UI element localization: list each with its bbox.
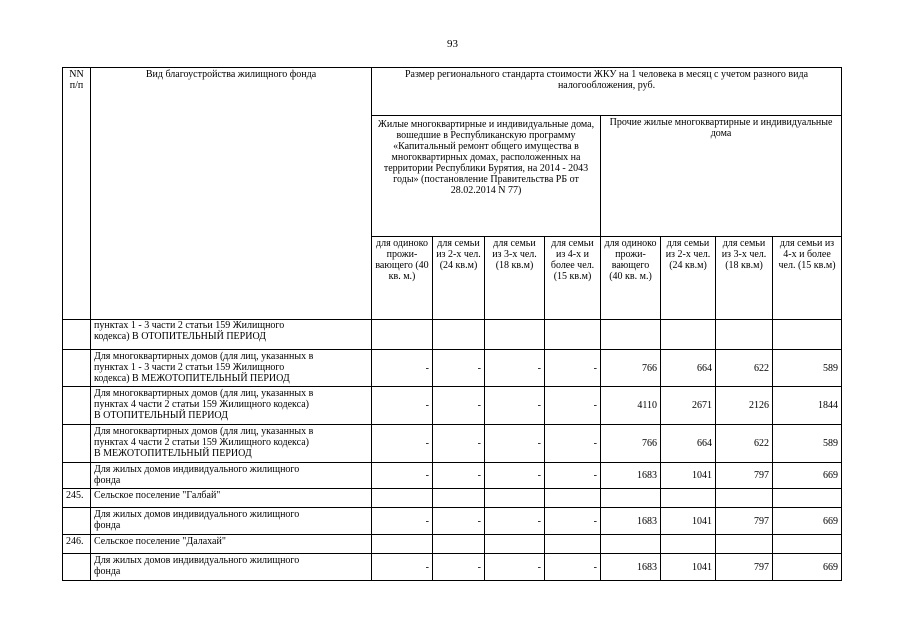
header-other-sub-2: для семьи из 2-х чел. (24 кв.м) [661, 237, 716, 320]
row-value [485, 489, 545, 508]
row-value: - [545, 425, 601, 463]
header-other-sub-3: для семьи из 3-х чел. (18 кв.м) [716, 237, 773, 320]
header-program-group: Жилые многоквартирные и индивидуальные дома, вошедшие в Республиканскую программу «Капитальный ремонт общего имущества в многоквартирных домах, расположенных на территории Республики Бурятия, на 2014 - 2043 годы» (постановление Правительства РБ от 28.02.2014 N 77) [372, 116, 601, 237]
row-value [773, 320, 842, 350]
row-value: - [433, 554, 485, 581]
row-value: 766 [601, 425, 661, 463]
header-program-sub-2: для семьи из 2-х чел. (24 кв.м) [433, 237, 485, 320]
row-value: 669 [773, 508, 842, 535]
row-value: 797 [716, 554, 773, 581]
header-type: Вид благоустройства жилищного фонда [91, 68, 372, 320]
row-description-line: фонда [94, 475, 121, 486]
row-value: 766 [601, 350, 661, 387]
row-description-line: фонда [94, 520, 121, 531]
row-value: - [545, 554, 601, 581]
row-value: - [433, 463, 485, 489]
row-description-line: В ОТОПИТЕЛЬНЫЙ ПЕРИОД [94, 410, 228, 421]
row-value: 589 [773, 350, 842, 387]
row-description [91, 350, 372, 387]
row-description [91, 554, 372, 581]
row-description-line: кодекса) В МЕЖОТОПИТЕЛЬНЫЙ ПЕРИОД [94, 373, 290, 384]
row-value: - [485, 463, 545, 489]
row-value: - [433, 387, 485, 425]
row-description-line: Для жилых домов индивидуального жилищного [94, 509, 300, 520]
row-value: - [545, 387, 601, 425]
row-description-line: фонда [94, 566, 121, 577]
row-value [485, 320, 545, 350]
row-value: 664 [661, 425, 716, 463]
row-value [372, 535, 433, 554]
table-body [63, 320, 842, 581]
row-value: 622 [716, 425, 773, 463]
row-value: 1683 [601, 463, 661, 489]
row-description [91, 508, 372, 535]
row-description-line: Для жилых домов индивидуального жилищного [94, 464, 300, 475]
row-value: 4110 [601, 387, 661, 425]
row-value: 1041 [661, 508, 716, 535]
table-row [63, 387, 842, 425]
row-value: - [372, 387, 433, 425]
row-value [716, 320, 773, 350]
row-value: 669 [773, 554, 842, 581]
row-value: - [545, 508, 601, 535]
row-value [433, 489, 485, 508]
row-description-line: пунктах 1 - 3 части 2 статьи 159 Жилищного [94, 362, 285, 373]
header-program-sub-4: для семьи из 4-х и более чел. (15 кв.м) [545, 237, 601, 320]
row-value [716, 535, 773, 554]
row-description-line: пунктах 4 части 2 статьи 159 Жилищного кодекса) [94, 399, 309, 410]
row-description [91, 387, 372, 425]
row-description-line: Для многоквартирных домов (для лиц, указанных в [94, 351, 314, 362]
row-value: 2671 [661, 387, 716, 425]
row-value: 1041 [661, 554, 716, 581]
row-value: - [433, 425, 485, 463]
page-number: 93 [447, 38, 458, 50]
row-description-line: Для жилых домов индивидуального жилищного [94, 555, 300, 566]
row-number: 246. [63, 535, 91, 554]
row-value: - [372, 554, 433, 581]
header-other-group: Прочие жилые многоквартирные и индивидуальные дома [601, 116, 842, 237]
row-value [716, 489, 773, 508]
row-value [372, 489, 433, 508]
row-value: - [372, 425, 433, 463]
row-value: 1041 [661, 463, 716, 489]
row-description [91, 489, 372, 508]
row-value [433, 535, 485, 554]
row-value: - [372, 508, 433, 535]
row-description [91, 535, 372, 554]
row-value: 589 [773, 425, 842, 463]
row-value [661, 489, 716, 508]
row-number: 245. [63, 489, 91, 508]
row-description [91, 463, 372, 489]
row-value [661, 535, 716, 554]
header-standard: Размер регионального стандарта стоимости ЖКУ на 1 человека в месяц с учетом разного вида налогообложения, руб. [372, 68, 842, 116]
row-value: 669 [773, 463, 842, 489]
row-value: 1683 [601, 508, 661, 535]
row-value: 622 [716, 350, 773, 387]
row-value [601, 489, 661, 508]
row-value: - [485, 425, 545, 463]
row-value [601, 320, 661, 350]
row-value: - [433, 350, 485, 387]
row-description [91, 425, 372, 463]
row-description-line: Для многоквартирных домов (для лиц, указанных в [94, 426, 314, 437]
row-value [433, 320, 485, 350]
row-value [661, 320, 716, 350]
row-value: - [372, 350, 433, 387]
table-row [63, 489, 842, 508]
row-value [545, 489, 601, 508]
row-value: - [545, 350, 601, 387]
table-row [63, 425, 842, 463]
row-description-line: Сельское поселение "Галбай" [94, 490, 221, 501]
row-value: - [485, 554, 545, 581]
row-value: 797 [716, 508, 773, 535]
header-other-sub-1: для одиноко прожи-вающего (40 кв. м.) [601, 237, 661, 320]
header-other-sub-4: для семьи из 4-х и более чел. (15 кв.м) [773, 237, 842, 320]
table-row [63, 508, 842, 535]
row-value: - [485, 350, 545, 387]
row-description-line: Сельское поселение "Далахай" [94, 536, 226, 547]
row-value [485, 535, 545, 554]
header-program-sub-1: для одиноко прожи-вающего (40 кв. м.) [372, 237, 433, 320]
row-value: - [372, 463, 433, 489]
row-value: - [545, 463, 601, 489]
table-row [63, 320, 842, 350]
row-number [63, 320, 91, 350]
header-program-sub-3: для семьи из 3-х чел. (18 кв.м) [485, 237, 545, 320]
table-row [63, 463, 842, 489]
row-value: - [485, 387, 545, 425]
row-value: - [485, 508, 545, 535]
table-row [63, 554, 842, 581]
row-number [63, 425, 91, 463]
row-description-line: пунктах 1 - 3 части 2 статьи 159 Жилищного [94, 320, 285, 331]
row-number [63, 508, 91, 535]
header-number: NN п/п [63, 68, 91, 320]
row-value: 1844 [773, 387, 842, 425]
row-description-line: Для многоквартирных домов (для лиц, указанных в [94, 388, 314, 399]
row-value [545, 535, 601, 554]
row-value [773, 535, 842, 554]
row-value [545, 320, 601, 350]
row-value: 2126 [716, 387, 773, 425]
table-row [63, 350, 842, 387]
row-description [91, 320, 372, 350]
row-description-line: В МЕЖОТОПИТЕЛЬНЫЙ ПЕРИОД [94, 448, 252, 459]
row-description-line: кодекса) В ОТОПИТЕЛЬНЫЙ ПЕРИОД [94, 331, 266, 342]
row-value: 797 [716, 463, 773, 489]
table-row [63, 535, 842, 554]
row-value [372, 320, 433, 350]
row-value [773, 489, 842, 508]
row-value [601, 535, 661, 554]
row-value: - [433, 508, 485, 535]
tariff-table [62, 67, 842, 581]
row-description-line: пунктах 4 части 2 статьи 159 Жилищного кодекса) [94, 437, 309, 448]
row-number [63, 554, 91, 581]
row-value: 664 [661, 350, 716, 387]
row-number [63, 463, 91, 489]
row-value: 1683 [601, 554, 661, 581]
row-number [63, 350, 91, 387]
row-number [63, 387, 91, 425]
